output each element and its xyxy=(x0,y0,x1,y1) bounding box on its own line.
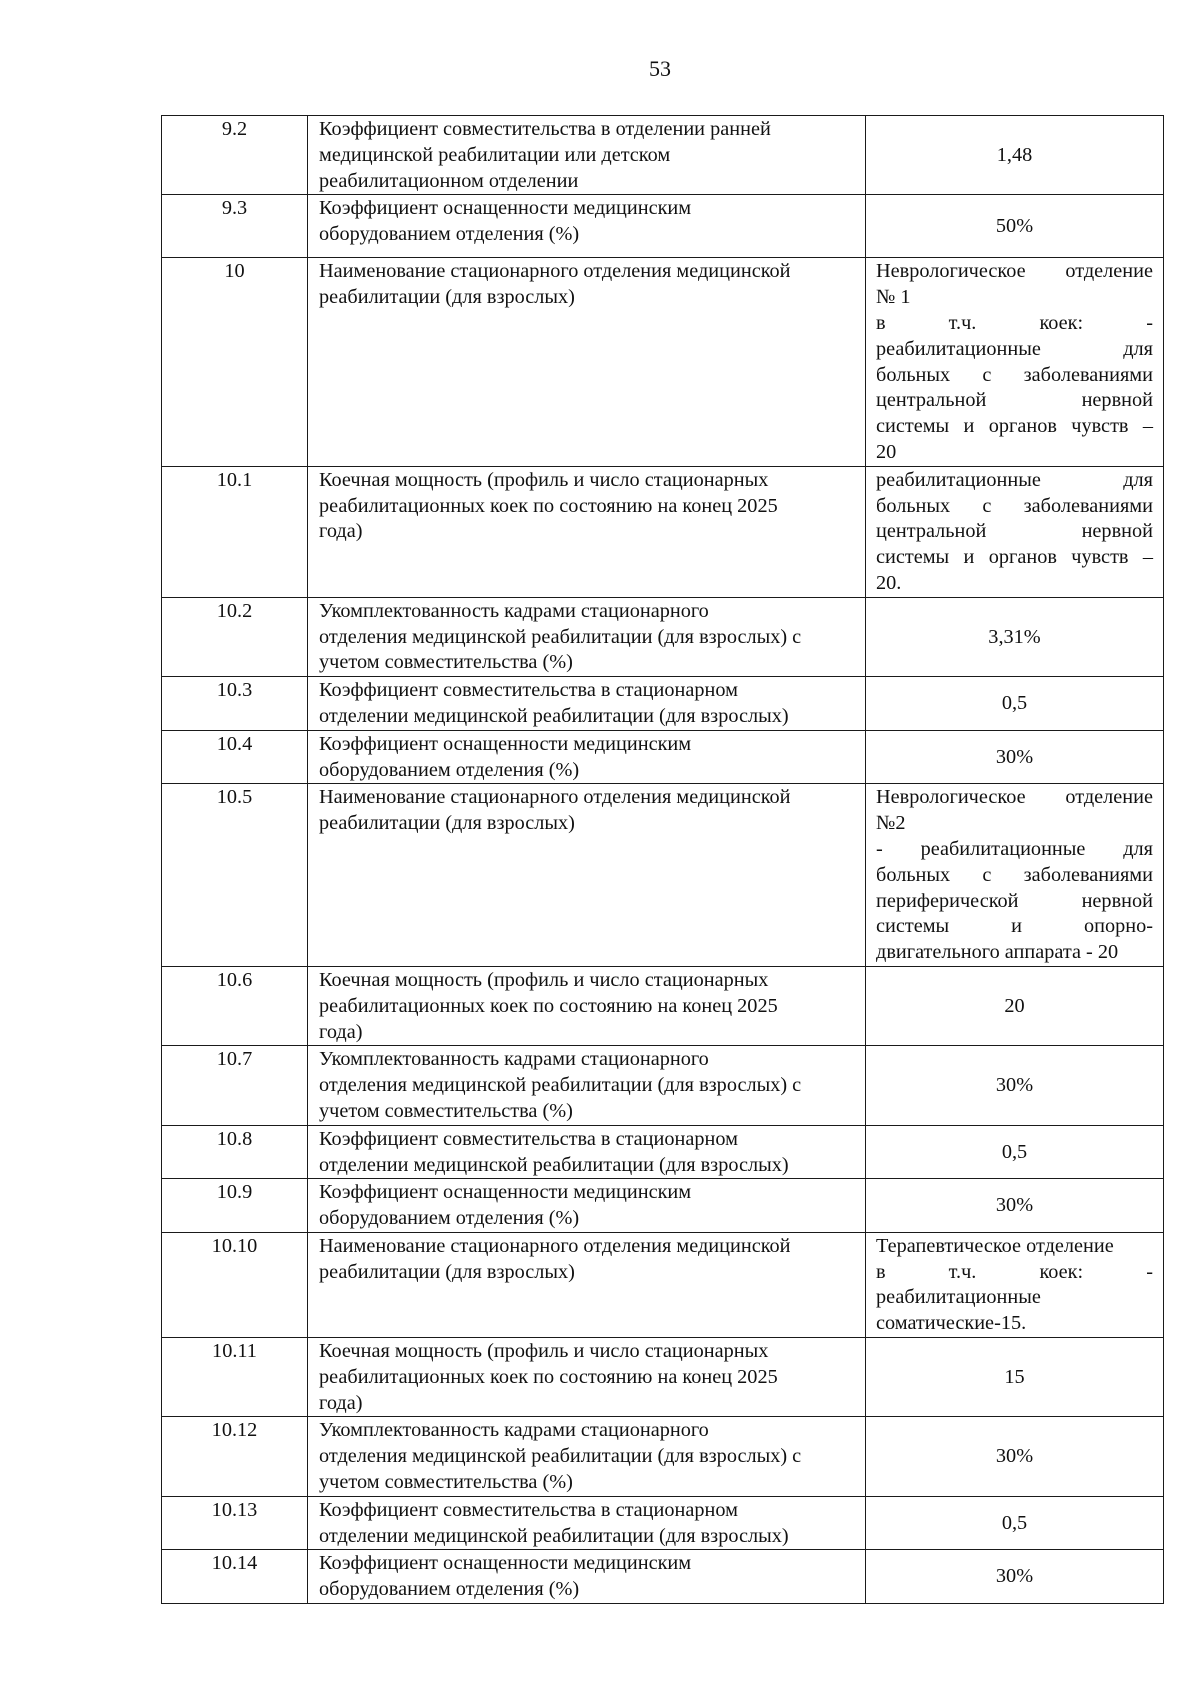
indicator-value: 15 xyxy=(866,1338,1164,1417)
indicator-value: 30% xyxy=(866,1046,1164,1125)
row-number: 10.6 xyxy=(162,966,308,1045)
indicator-name-line: реабилитации (для взрослых) xyxy=(319,286,575,309)
indicator-name-line: Укомплектованность кадрами стационарного xyxy=(319,599,709,622)
table-row xyxy=(162,1179,1164,1233)
indicator-value: 0,5 xyxy=(866,677,1164,731)
indicator-value-line: Терапевтическое отделение xyxy=(876,1234,1114,1257)
indicator-value-line: в т.ч. коек: - xyxy=(876,311,1153,334)
indicator-name-line: учетом совместительства (%) xyxy=(319,1471,573,1494)
row-number: 9.3 xyxy=(162,195,308,258)
indicator-value xyxy=(866,258,1164,466)
indicator-value-line: реабилитационные для xyxy=(876,337,1153,360)
indicator-name-line: Коэффициент оснащенности медицинским xyxy=(319,1552,692,1575)
indicator-name xyxy=(308,466,866,597)
indicator-value-line: - реабилитационные для xyxy=(876,837,1153,860)
table-row xyxy=(162,677,1164,731)
indicator-value-line: двигательного аппарата - 20 xyxy=(876,941,1119,964)
indicator-name xyxy=(308,1125,866,1179)
indicator-name xyxy=(308,1496,866,1550)
indicator-name-line: Коэффициент оснащенности медицинским xyxy=(319,732,692,755)
indicator-value-line: больных с заболеваниями xyxy=(876,363,1153,386)
table-row xyxy=(162,1232,1164,1337)
table-body xyxy=(162,116,1164,1604)
indicator-name-line: учетом совместительства (%) xyxy=(319,651,573,674)
indicator-name-line: Коэффициент совместительства в стационарном xyxy=(319,679,738,702)
indicator-value-line: системы и органов чувств – xyxy=(876,546,1153,569)
indicator-name-line: отделении медицинской реабилитации (для взрослых) xyxy=(319,1524,789,1547)
indicator-name xyxy=(308,1417,866,1496)
indicator-name-line: отделении медицинской реабилитации (для взрослых) xyxy=(319,704,789,727)
table-row xyxy=(162,1417,1164,1496)
indicator-value-line: центральной нервной xyxy=(876,389,1153,412)
indicator-name-line: оборудованием отделения (%) xyxy=(319,758,580,781)
row-number: 10.2 xyxy=(162,597,308,676)
indicator-name xyxy=(308,1232,866,1337)
indicator-name-line: реабилитации (для взрослых) xyxy=(319,1260,575,1283)
indicator-name xyxy=(308,258,866,466)
indicator-value-line: Неврологическое отделение xyxy=(876,260,1153,283)
indicator-name-line: Наименование стационарного отделения медицинской xyxy=(319,260,791,283)
row-number: 10.1 xyxy=(162,466,308,597)
indicator-name xyxy=(308,1550,866,1604)
indicator-name-line: Коэффициент совместительства в стационарном xyxy=(319,1127,738,1150)
row-number: 10.7 xyxy=(162,1046,308,1125)
indicator-name-line: учетом совместительства (%) xyxy=(319,1099,573,1122)
indicator-value-line: реабилитационные xyxy=(876,1286,1041,1309)
indicator-name-line: Коэффициент совместительства в стационарном xyxy=(319,1498,738,1521)
indicator-value-line: в т.ч. коек: - xyxy=(876,1260,1153,1283)
indicator-value-line: периферической нервной xyxy=(876,889,1153,912)
indicator-value-line: №2 xyxy=(876,812,906,835)
indicator-name-line: Коэффициент оснащенности медицинским xyxy=(319,197,692,220)
indicator-name xyxy=(308,966,866,1045)
indicator-name-line: реабилитационных коек по состоянию на конец 2025 xyxy=(319,1365,778,1388)
row-number: 10.5 xyxy=(162,784,308,967)
row-number: 10.12 xyxy=(162,1417,308,1496)
table-row xyxy=(162,730,1164,784)
indicator-value: 50% xyxy=(866,195,1164,258)
indicator-name xyxy=(308,730,866,784)
indicator-name xyxy=(308,1046,866,1125)
indicator-value: 0,5 xyxy=(866,1125,1164,1179)
indicator-value: 30% xyxy=(866,1179,1164,1233)
indicator-value-line: больных с заболеваниями xyxy=(876,863,1153,886)
indicator-value-line: больных с заболеваниями xyxy=(876,494,1153,517)
indicator-value-line: 20 xyxy=(876,440,897,463)
indicator-value xyxy=(866,1232,1164,1337)
indicator-name-line: отделения медицинской реабилитации (для взрослых) с xyxy=(319,1445,802,1468)
indicator-name-line: реабилитации (для взрослых) xyxy=(319,812,575,835)
table-row xyxy=(162,116,1164,195)
table-row xyxy=(162,966,1164,1045)
table-row xyxy=(162,466,1164,597)
indicator-name xyxy=(308,784,866,967)
indicator-value-line: системы и опорно- xyxy=(876,915,1153,938)
indicator-name-line: Наименование стационарного отделения медицинской xyxy=(319,1234,791,1257)
indicator-name-line: Коэффициент оснащенности медицинским xyxy=(319,1181,692,1204)
indicator-value-line: центральной нервной xyxy=(876,520,1153,543)
table-row xyxy=(162,195,1164,258)
indicator-name-line: Коэффициент совместительства в отделении ранней xyxy=(319,118,771,140)
indicator-value-line: реабилитационные для xyxy=(876,468,1153,491)
indicator-name-line: года) xyxy=(319,520,363,543)
table-row xyxy=(162,1125,1164,1179)
indicator-name-line: реабилитационном отделении xyxy=(319,169,579,192)
indicator-value: 30% xyxy=(866,730,1164,784)
indicator-value xyxy=(866,784,1164,967)
table-row xyxy=(162,784,1164,967)
row-number: 10.3 xyxy=(162,677,308,731)
indicator-name xyxy=(308,1179,866,1233)
row-number: 10.14 xyxy=(162,1550,308,1604)
indicator-name-line: оборудованием отделения (%) xyxy=(319,1207,580,1230)
row-number: 10.13 xyxy=(162,1496,308,1550)
indicator-name-line: реабилитационных коек по состоянию на конец 2025 xyxy=(319,994,778,1017)
indicator-name-line: медицинской реабилитации или детском xyxy=(319,143,671,166)
row-number: 10.10 xyxy=(162,1232,308,1337)
indicators-table xyxy=(161,115,1164,1604)
indicator-value-line: 20. xyxy=(876,571,902,594)
indicator-value-line: соматические-15. xyxy=(876,1312,1027,1335)
table-row xyxy=(162,1338,1164,1417)
indicator-value-line: Неврологическое отделение xyxy=(876,786,1153,809)
row-number: 10.9 xyxy=(162,1179,308,1233)
indicator-name xyxy=(308,116,866,195)
indicator-name-line: оборудованием отделения (%) xyxy=(319,1578,580,1601)
indicator-name xyxy=(308,1338,866,1417)
indicator-name-line: Наименование стационарного отделения медицинской xyxy=(319,786,791,809)
row-number: 10.11 xyxy=(162,1338,308,1417)
row-number: 10.4 xyxy=(162,730,308,784)
indicator-name-line: отделения медицинской реабилитации (для взрослых) с xyxy=(319,1074,802,1097)
indicator-value: 0,5 xyxy=(866,1496,1164,1550)
table-row xyxy=(162,1550,1164,1604)
indicator-name xyxy=(308,597,866,676)
indicator-value: 20 xyxy=(866,966,1164,1045)
table-row xyxy=(162,1496,1164,1550)
indicator-value: 1,48 xyxy=(866,116,1164,195)
table-row xyxy=(162,597,1164,676)
indicator-value-line: № 1 xyxy=(876,286,911,309)
indicator-name-line: реабилитационных коек по состоянию на конец 2025 xyxy=(319,494,778,517)
indicator-name-line: Укомплектованность кадрами стационарного xyxy=(319,1419,709,1442)
indicator-name-line: отделения медицинской реабилитации (для взрослых) с xyxy=(319,625,802,648)
indicator-value: 30% xyxy=(866,1417,1164,1496)
indicator-value-line: системы и органов чувств – xyxy=(876,415,1153,438)
indicator-value: 3,31% xyxy=(866,597,1164,676)
row-number: 9.2 xyxy=(162,116,308,195)
indicator-name-line: года) xyxy=(319,1020,363,1043)
page-number: 53 xyxy=(649,56,671,81)
indicator-name-line: отделении медицинской реабилитации (для взрослых) xyxy=(319,1153,789,1176)
indicator-name xyxy=(308,195,866,258)
indicator-name-line: Коечная мощность (профиль и число стационарных xyxy=(319,968,769,991)
indicator-name-line: Укомплектованность кадрами стационарного xyxy=(319,1048,709,1071)
row-number: 10 xyxy=(162,258,308,466)
indicator-name-line: оборудованием отделения (%) xyxy=(319,223,580,246)
indicator-value: 30% xyxy=(866,1550,1164,1604)
table-row xyxy=(162,1046,1164,1125)
indicator-value xyxy=(866,466,1164,597)
indicator-name-line: Коечная мощность (профиль и число стационарных xyxy=(319,1340,769,1363)
indicator-name-line: года) xyxy=(319,1391,363,1414)
row-number: 10.8 xyxy=(162,1125,308,1179)
table-row xyxy=(162,258,1164,466)
indicator-name xyxy=(308,677,866,731)
indicator-name-line: Коечная мощность (профиль и число стационарных xyxy=(319,468,769,491)
